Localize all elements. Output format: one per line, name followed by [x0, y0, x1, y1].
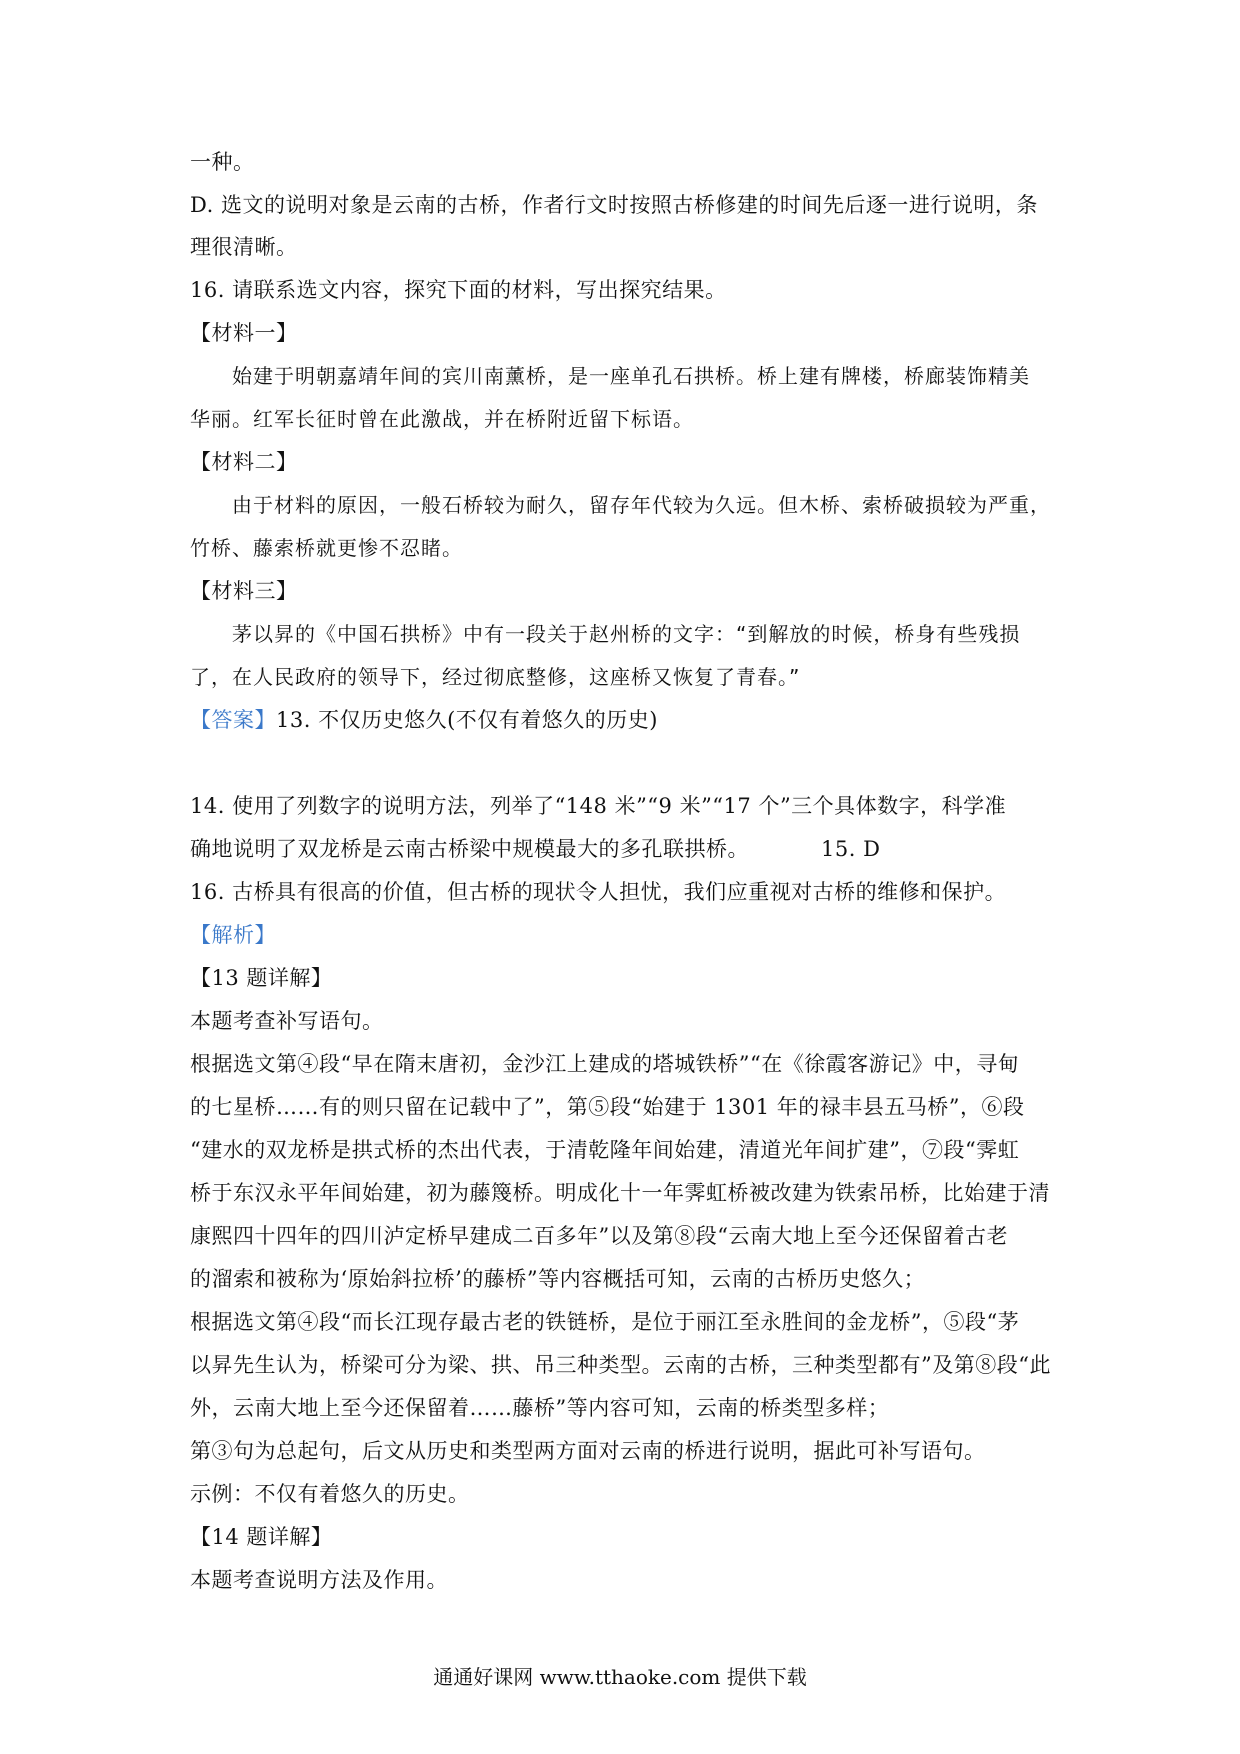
- answer-16: 16. 古桥具有很高的价值，但古桥的现状令人担忧，我们应重视对古桥的维修和保护。: [190, 880, 1007, 904]
- text-line: 外，云南大地上至今还保留着……藤桥”等内容可知，云南的桥类型多样；: [190, 1396, 890, 1420]
- text-line: 的溜索和被称为‘原始斜拉桥’的藤桥”等内容概括可知，云南的古桥历史悠久；: [190, 1267, 926, 1291]
- text-line: 第③句为总起句，后文从历史和类型两方面对云南的桥进行说明，据此可补写语句。: [190, 1439, 986, 1463]
- material-3-text: 了，在人民政府的领导下，经过彻底整修，这座桥又恢复了青春。”: [190, 665, 801, 689]
- text-line: 本题考查说明方法及作用。: [190, 1568, 448, 1592]
- option-d-line: D. 选文的说明对象是云南的古桥，作者行文时按照古桥修建的时间先后逐一进行说明，条: [190, 193, 1038, 217]
- question-16: 16. 请联系选文内容，探究下面的材料，写出探究结果。: [190, 278, 727, 302]
- text-line: 根据选文第④段“早在隋末唐初，金沙江上建成的塔城铁桥”“在《徐霞客游记》中，寻甸: [190, 1052, 1020, 1076]
- text-line: 理很清晰。: [190, 235, 298, 259]
- text-line: 康熙四十四年的四川泸定桥早建成二百多年”以及第⑧段“云南大地上至今还保留着古老: [190, 1224, 1008, 1248]
- analysis-tag: 【解析】: [190, 923, 276, 947]
- material-3-heading: 【材料三】: [190, 579, 298, 603]
- text-line: 一种。: [190, 150, 255, 174]
- answer-13: 13. 不仅历史悠久(不仅有着悠久的历史): [276, 708, 658, 732]
- text-line: “建水的双龙桥是拱式桥的杰出代表，于清乾隆年间始建，清道光年间扩建”，⑦段“霁虹: [190, 1138, 1020, 1162]
- answer-14-cont: [190, 835, 880, 863]
- text-line: 本题考查补写语句。: [190, 1009, 384, 1033]
- text-line: 根据选文第④段“而长江现存最古老的铁链桥，是位于丽江至永胜间的金龙桥”，⑤段“茅: [190, 1310, 1020, 1334]
- answer-tag: 【答案】: [190, 708, 276, 732]
- text-line: 示例：不仅有着悠久的历史。: [190, 1482, 470, 1506]
- material-3-text: 茅以昇的《中国石拱桥》中有一段关于赵州桥的文字：“到解放的时候，桥身有些残损: [232, 622, 1021, 646]
- answer-14-text: 确地说明了双龙桥是云南古桥梁中规模最大的多孔联拱桥。: [190, 837, 749, 861]
- footer-source: 通通好课网 www.tthaoke.com 提供下载: [433, 1665, 807, 1689]
- text-line: 的七星桥……有的则只留在记载中了”，第⑤段“始建于 1301 年的禄丰县五马桥”，⑥段: [190, 1095, 1025, 1119]
- answer-15: 15. D: [821, 837, 881, 861]
- q14-detail-heading: 【14 题详解】: [190, 1525, 333, 1549]
- material-2-text: 竹桥、藤索桥就更惨不忍睹。: [190, 536, 463, 560]
- material-1-text: 华丽。红军长征时曾在此激战，并在桥附近留下标语。: [190, 407, 694, 431]
- q13-detail-heading: 【13 题详解】: [190, 966, 333, 990]
- material-2-text: 由于材料的原因，一般石桥较为耐久，留存年代较为久远。但木桥、索桥破损较为严重，: [232, 493, 1051, 517]
- text-line: 桥于东汉永平年间始建，初为藤篾桥。明成化十一年霁虹桥被改建为铁索吊桥，比始建于清: [190, 1181, 1050, 1205]
- material-1-text: 始建于明朝嘉靖年间的宾川南薰桥，是一座单孔石拱桥。桥上建有牌楼，桥廊装饰精美: [232, 364, 1030, 388]
- answer-line: [190, 706, 658, 734]
- answer-14: 14. 使用了列数字的说明方法，列举了“148 米”“9 米”“17 个”三个具体数字，科学准: [190, 794, 1007, 818]
- material-1-heading: 【材料一】: [190, 321, 298, 345]
- text-line: 以昇先生认为，桥梁可分为梁、拱、吊三种类型。云南的古桥，三种类型都有”及第⑧段“此: [190, 1353, 1051, 1377]
- material-2-heading: 【材料二】: [190, 450, 298, 474]
